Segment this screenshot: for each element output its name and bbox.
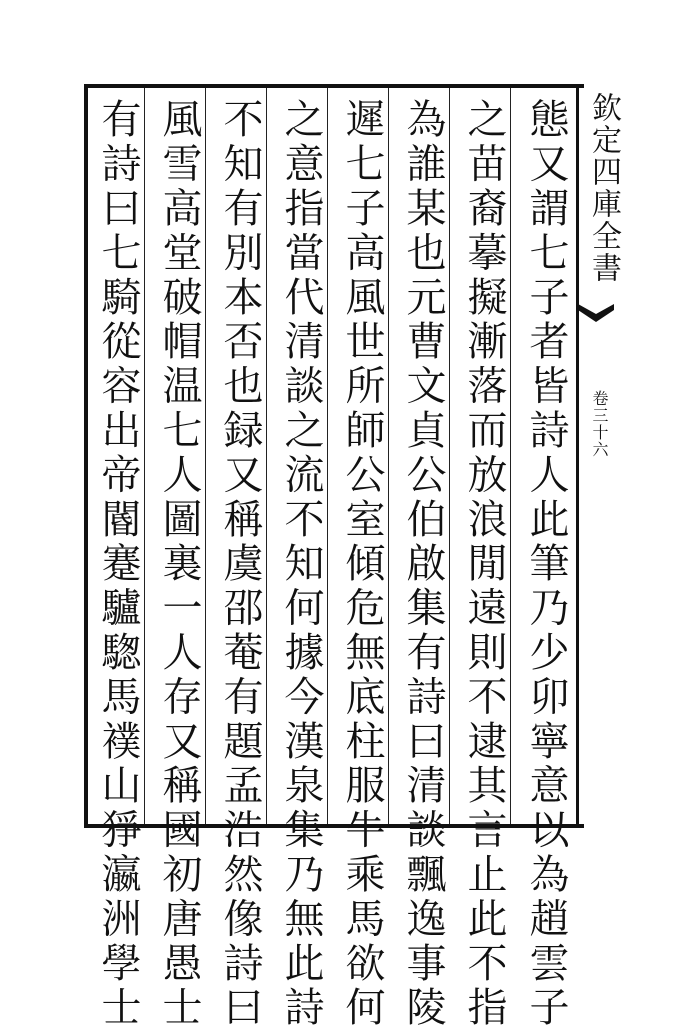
- column-text: 遲七子高風世所師公室傾危無底柱服牛乘馬欲何: [339, 98, 385, 1030]
- text-column-3: [398, 88, 448, 1030]
- column-text: 為誰某也元曹文貞公伯啟集有詩曰清談飄逸事陵: [400, 98, 446, 1030]
- text-column-4: [337, 88, 387, 1030]
- book-title: 欽定四庫全書: [586, 92, 621, 284]
- column-divider: [449, 88, 450, 824]
- column-text: 之意指當代清談之流不知何據今漢泉集乃無此詩: [278, 98, 324, 1030]
- volume-label: 卷三十六: [590, 390, 609, 458]
- fishtail-mark-icon: [576, 300, 616, 330]
- column-divider: [205, 88, 206, 824]
- column-divider: [266, 88, 267, 824]
- column-text: 不知有別本否也録又稱虞邵菴有題孟浩然像詩曰: [217, 98, 263, 1030]
- column-divider: [144, 88, 145, 824]
- column-text: 風雪高堂破帽温七人圖裏一人存又稱國初唐愚士: [156, 98, 202, 1030]
- text-column-5: [276, 88, 326, 1030]
- text-column-6: [215, 88, 265, 1030]
- text-column-7: [154, 88, 204, 1030]
- column-text: 有詩曰七騎從容出帝閽蹇驢騘馬襆山猙瀛洲學士: [95, 98, 141, 1030]
- text-column-2: [459, 88, 509, 1030]
- column-divider: [327, 88, 328, 824]
- column-divider: [510, 88, 511, 824]
- column-text: 之苗裔摹擬漸落而放浪閒遠則不逮其言止此不指: [461, 98, 507, 1030]
- page-fold-line: [576, 84, 579, 828]
- text-column-8: [93, 88, 143, 1030]
- column-text: 態又謂七子者皆詩人此筆乃少卯寧意以為趙雲子: [523, 98, 569, 1030]
- column-divider: [388, 88, 389, 824]
- text-column-1: [521, 88, 571, 1030]
